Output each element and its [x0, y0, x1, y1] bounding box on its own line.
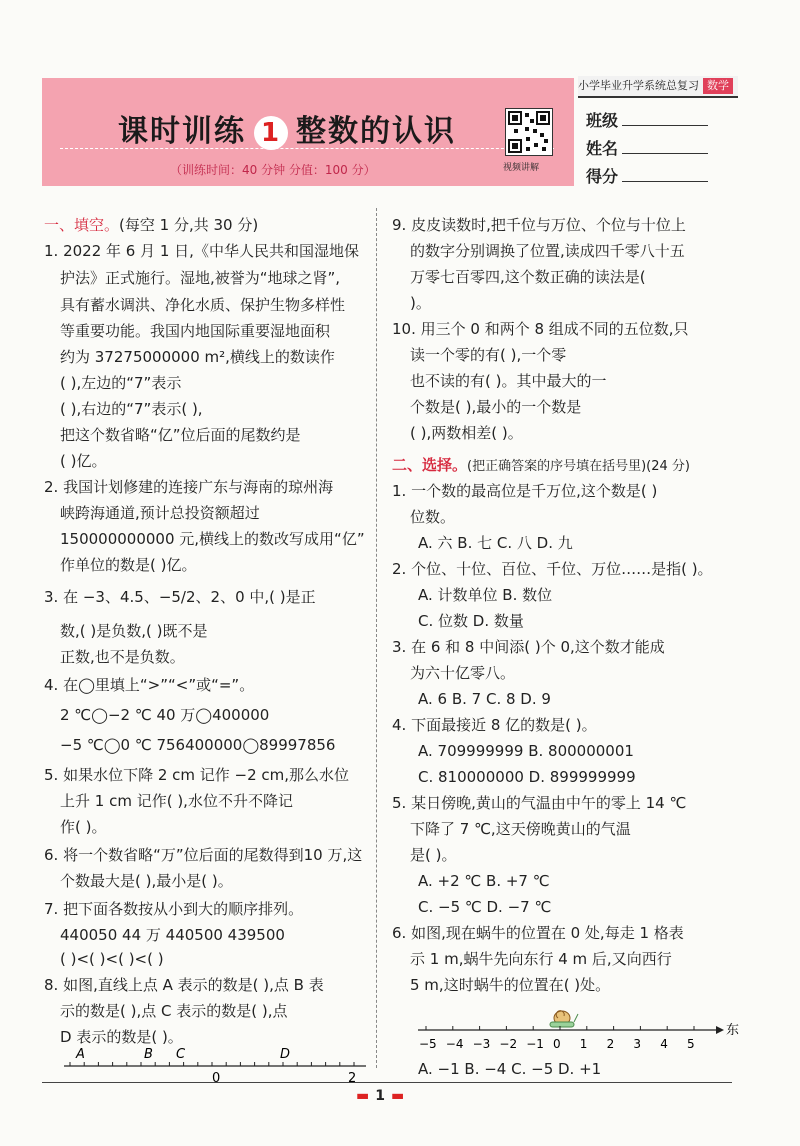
- score-blank[interactable]: [622, 167, 708, 182]
- question-line[interactable]: 8. 如图,直线上点 A 表示的数是( ),点 B 表: [44, 976, 324, 994]
- choice-options[interactable]: A. 六 B. 七 C. 八 D. 九: [418, 534, 573, 552]
- snail-icon: [550, 1011, 578, 1027]
- tick-label: 2: [606, 1037, 615, 1051]
- lesson-prefix: 课时训练: [118, 114, 246, 149]
- direction-east-label: 东: [726, 1023, 740, 1038]
- question-line: 2. 我国计划修建的连接广东与海南的琼州海: [44, 478, 334, 496]
- point-b-label: B: [144, 1047, 153, 1062]
- lesson-number: 1: [254, 116, 288, 150]
- answer-blank-line[interactable]: 作( )。: [60, 818, 107, 836]
- answer-blank-line[interactable]: 也不读的有( )。其中最大的一: [410, 372, 607, 390]
- tick-label: 3: [633, 1037, 642, 1051]
- section-header-fill: [44, 212, 258, 238]
- answer-blank-line[interactable]: 上升 1 cm 记作( ),水位不升不降记: [60, 792, 293, 810]
- class-blank[interactable]: [622, 111, 708, 126]
- answer-blank-line[interactable]: 读一个零的有( ),一个零: [410, 346, 567, 364]
- class-label: 班级: [586, 111, 619, 130]
- answer-blank-line[interactable]: 示的数是( ),点 C 表示的数是( ),点: [60, 1002, 288, 1020]
- number-line-figure-q8: [60, 1044, 370, 1084]
- question-line: 的数字分别调换了位置,读成四千零八十五: [410, 242, 685, 260]
- answer-blank-line[interactable]: 数,( )是负数,( )既不是: [60, 622, 208, 640]
- lesson-title: [118, 106, 456, 150]
- tick-label: −3: [472, 1037, 491, 1051]
- answer-blank-line[interactable]: )。: [410, 294, 431, 312]
- qr-caption: 视频讲解: [503, 163, 540, 173]
- class-field[interactable]: [586, 108, 708, 131]
- name-label: 姓名: [586, 139, 619, 158]
- question-line[interactable]: 3. 在 6 和 8 中间添( )个 0,这个数才能成: [392, 638, 665, 656]
- tick-label: −1: [526, 1037, 544, 1051]
- question-line: 为六十亿零八。: [410, 664, 516, 682]
- axis-arrow: [716, 1026, 724, 1034]
- tick-label: 5: [687, 1037, 695, 1051]
- answer-blank-line[interactable]: ( ),两数相差( )。: [410, 424, 523, 442]
- number-list: 440050 44 万 440500 439500: [60, 926, 285, 944]
- answer-blank-line[interactable]: 是( )。: [410, 846, 457, 864]
- question-line: 下降了 7 ℃,这天傍晚黄山的气温: [410, 820, 631, 838]
- answer-blank-line[interactable]: ( ),左边的“7”表示: [60, 374, 182, 392]
- question-line: 4. 在◯里填上“>”“<”或“=”。: [44, 676, 255, 694]
- answer-blank-line[interactable]: ( ),右边的“7”表示( ),: [60, 400, 203, 418]
- question-line: 正数,也不是负数。: [60, 648, 185, 666]
- answer-blank-line[interactable]: ( )<( )<( )<( ): [60, 950, 164, 968]
- footer-rule: [42, 1082, 732, 1083]
- compare-line[interactable]: −5 ℃◯0 ℃ 756400000◯89997856: [60, 736, 336, 754]
- choice-options[interactable]: C. −5 ℃ D. −7 ℃: [418, 898, 552, 916]
- answer-blank-line[interactable]: D 表示的数是( )。: [60, 1028, 183, 1046]
- question-line[interactable]: 3. 在 −3、4.5、−5/2、2、0 中,( )是正: [44, 588, 316, 606]
- question-line[interactable]: 1. 一个数的最高位是千万位,这个数是( ): [392, 482, 658, 500]
- page-number-value: 1: [375, 1088, 385, 1104]
- question-line: 150000000000 元,横线上的数改写成用“亿”: [60, 530, 365, 548]
- question-line: 等重要功能。我国内地国际重要湿地面积: [60, 322, 331, 340]
- snail-number-line-figure: [410, 1000, 740, 1056]
- question-line: 7. 把下面各数按从小到大的顺序排列。: [44, 900, 304, 918]
- score-field[interactable]: [586, 164, 708, 187]
- series-label: 小学毕业升学系统总复习: [578, 79, 699, 92]
- question-line: 峡跨海通道,预计总投资额超过: [60, 504, 260, 522]
- tick-label: 4: [660, 1037, 668, 1051]
- answer-blank-line[interactable]: 5 m,这时蜗牛的位置在( )处。: [410, 976, 611, 994]
- qr-code-icon[interactable]: [505, 108, 553, 156]
- section-note: (每空 1 分,共 30 分): [119, 216, 259, 234]
- answer-blank-line[interactable]: 个数是( ),最小的一个数是: [410, 398, 582, 416]
- question-line: 位数。: [410, 508, 456, 526]
- choice-options[interactable]: A. 709999999 B. 800000001: [418, 742, 634, 760]
- tick-label: −2: [499, 1037, 518, 1051]
- choice-options[interactable]: A. +2 ℃ B. +7 ℃: [418, 872, 550, 890]
- lesson-topic: 整数的认识: [296, 114, 456, 149]
- choice-options[interactable]: A. 计数单位 B. 数位: [418, 586, 553, 604]
- tick-label: 1: [579, 1037, 588, 1051]
- choice-options[interactable]: A. −1 B. −4 C. −5 D. +1: [418, 1060, 602, 1078]
- section-header-choice: [392, 452, 690, 480]
- tick-label: −4: [445, 1037, 464, 1051]
- training-info: （训练时间：40 分钟 分值：100 分）: [170, 163, 376, 177]
- section-title: 一、填空。: [44, 216, 120, 234]
- question-line: 6. 将一个数省略“万”位后面的尾数得到10 万,这: [44, 846, 363, 864]
- choice-options[interactable]: C. 810000000 D. 899999999: [418, 768, 636, 786]
- tick-label: −5: [419, 1037, 437, 1051]
- tick-label: 0: [553, 1037, 561, 1051]
- score-label: 得分: [586, 167, 619, 186]
- question-line: 6. 如图,现在蜗牛的位置在 0 处,每走 1 格表: [392, 924, 684, 942]
- question-line: 10. 用三个 0 和两个 8 组成不同的五位数,只: [392, 320, 689, 338]
- answer-blank-line[interactable]: 个数最大是( ),最小是( )。: [60, 872, 233, 890]
- section-title: 二、选择。: [392, 456, 468, 474]
- question-line: 5. 如果水位下降 2 cm 记作 −2 cm,那么水位: [44, 766, 350, 784]
- question-line: 1. 2022 年 6 月 1 日,《中华人民共和国湿地保: [44, 242, 359, 260]
- question-line[interactable]: 4. 下面最接近 8 亿的数是( )。: [392, 716, 597, 734]
- question-line: 约为 37275000000 m²,横线上的数读作: [60, 348, 335, 366]
- point-d-label: D: [280, 1047, 291, 1062]
- choice-options[interactable]: C. 位数 D. 数量: [418, 612, 524, 630]
- subject-badge: 数学: [703, 78, 733, 94]
- question-line: 护法》正式施行。湿地,被誉为“地球之肾”,: [60, 269, 341, 287]
- name-field[interactable]: [586, 136, 708, 159]
- question-line[interactable]: 2. 个位、十位、百位、千位、万位……是指( )。: [392, 560, 713, 578]
- point-a-label: A: [76, 1047, 85, 1062]
- section-note: (把正确答案的序号填在括号里)(24 分): [467, 459, 690, 474]
- point-c-label: C: [176, 1047, 186, 1062]
- name-blank[interactable]: [622, 139, 708, 154]
- answer-blank-line[interactable]: 作单位的数是( )亿。: [60, 556, 197, 574]
- compare-line[interactable]: 2 ℃◯−2 ℃ 40 万◯400000: [60, 706, 270, 724]
- question-line: 万零七百零四,这个数正确的读法是(: [410, 268, 646, 286]
- tick-label-zero: 0: [212, 1071, 221, 1084]
- series-title: [578, 76, 738, 98]
- question-line: 9. 皮皮读数时,把千位与万位、个位与十位上: [392, 216, 686, 234]
- question-line: 示 1 m,蜗牛先向东行 4 m 后,又向西行: [410, 950, 672, 968]
- question-line: 把这个数省略“亿”位后面的尾数约是: [60, 426, 301, 444]
- column-divider: [376, 208, 377, 1068]
- choice-options[interactable]: A. 6 B. 7 C. 8 D. 9: [418, 690, 551, 708]
- question-line: 具有蓄水调洪、净化水质、保护生物多样性: [60, 296, 346, 314]
- question-line: 5. 某日傍晚,黄山的气温由中午的零上 14 ℃: [392, 794, 687, 812]
- page-number: ▬ 1 ▬: [356, 1088, 405, 1104]
- answer-blank-line[interactable]: ( )亿。: [60, 452, 107, 470]
- tick-label-two: 2: [348, 1071, 357, 1084]
